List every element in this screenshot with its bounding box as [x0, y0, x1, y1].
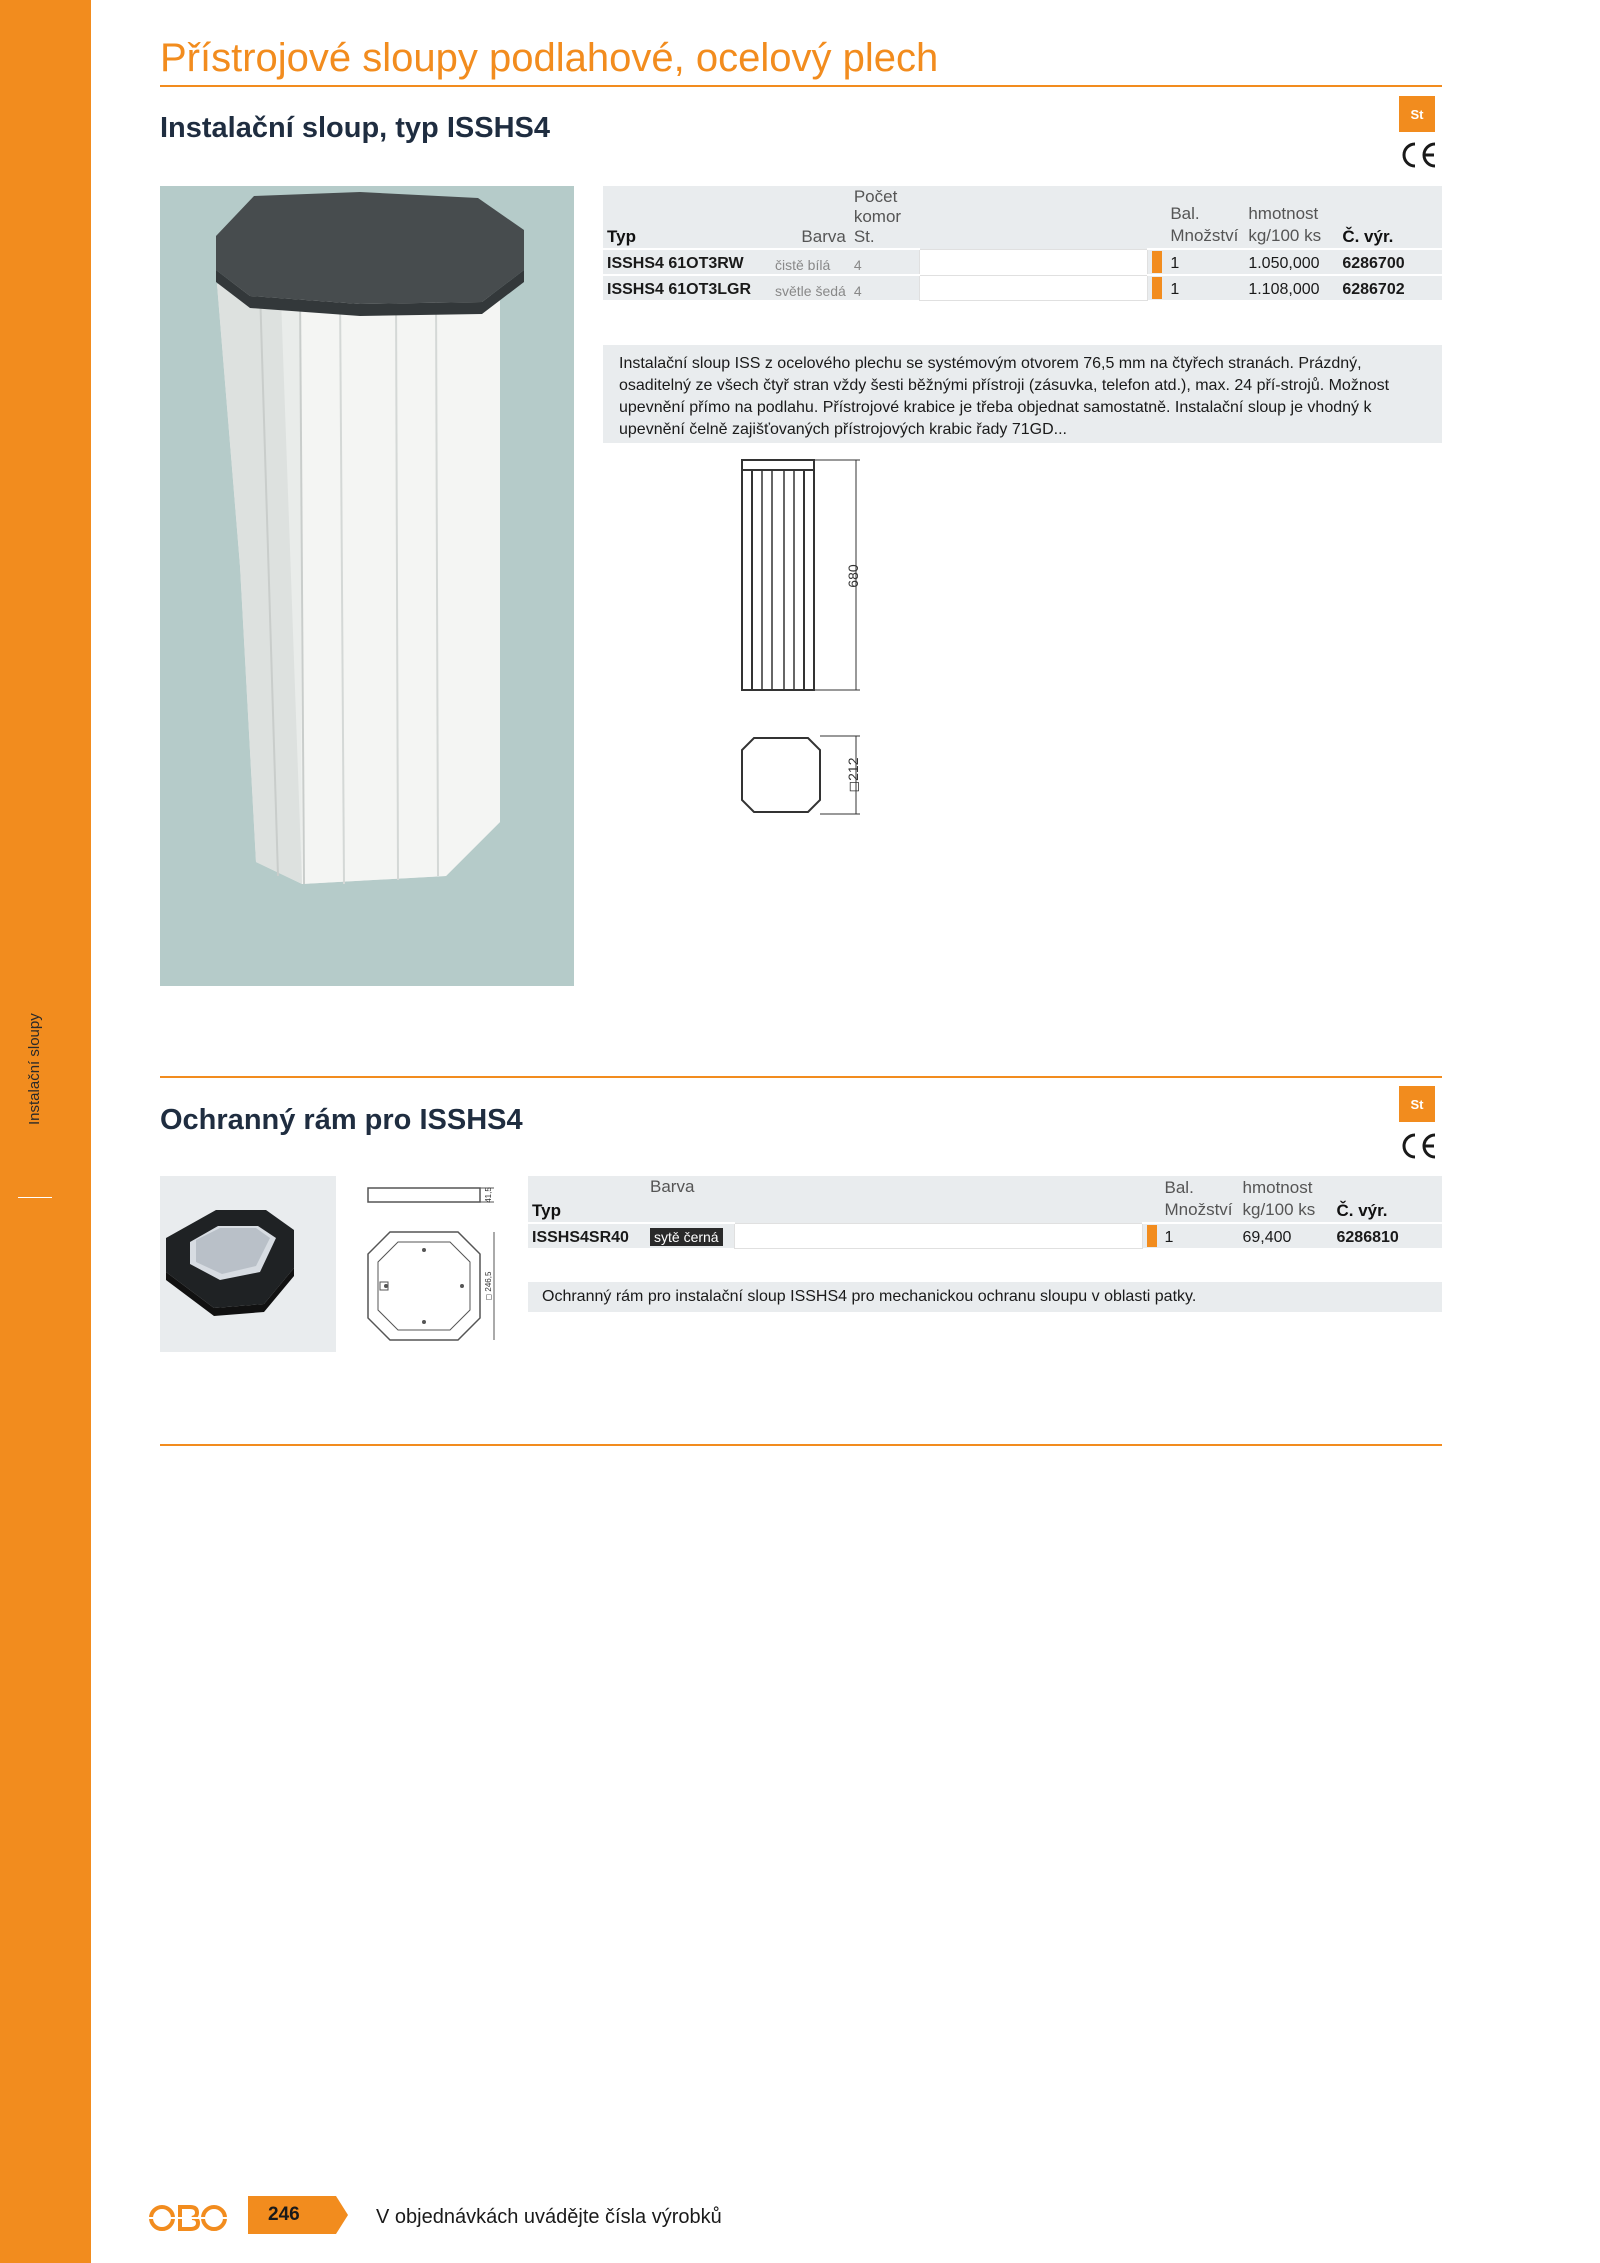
frame-height-label: 41,5 — [484, 1187, 493, 1203]
section2-bottom-rule — [160, 1444, 1442, 1446]
col-bal: Bal. Množství — [1166, 186, 1244, 249]
side-section-label: Instalační sloupy — [26, 1013, 43, 1125]
section2-heading: Ochranný rám pro ISSHS4 — [160, 1104, 523, 1136]
column-dimension-drawing — [720, 456, 880, 816]
title-rule — [160, 85, 1442, 87]
st-badge: St — [1399, 1086, 1435, 1122]
frame-product-photo — [160, 1176, 336, 1352]
section1-spec-table — [603, 186, 1442, 301]
orange-marker — [1152, 251, 1162, 273]
ce-mark-icon — [1399, 140, 1439, 170]
column-product-photo — [160, 186, 574, 986]
section2-spec-table — [528, 1176, 1442, 1249]
col-typ: Typ — [603, 186, 771, 249]
frame-width-label: ◻ 246,5 — [484, 1271, 493, 1301]
width-dimension-label: ◻212 — [845, 757, 861, 793]
col-barva: Barva — [646, 1176, 734, 1223]
table-row: ISSHS4SR40 sytě černá 1 69,400 6286810 — [528, 1223, 1442, 1248]
orange-marker — [1152, 277, 1162, 299]
col-pocet: Počet komor St. — [850, 186, 920, 249]
table-row: ISSHS4 61OT3RW čistě bílá 4 1 1.050,000 6286700 — [603, 249, 1442, 275]
st-badge: St — [1399, 96, 1435, 132]
col-typ: Typ — [528, 1176, 646, 1223]
section2-rule — [160, 1076, 1442, 1078]
col-cislo: Č. výr. — [1338, 186, 1442, 249]
col-cislo: Č. výr. — [1333, 1176, 1443, 1223]
table-header-row — [528, 1176, 1442, 1223]
height-dimension-label: 680 — [845, 564, 861, 588]
orange-sidebar — [0, 0, 91, 2263]
frame-dimension-drawing — [360, 1176, 500, 1352]
section1-description: Instalační sloup ISS z ocelového plechu se systémovým otvorem 76,5 mm na čtyřech stranách. Prázdný, osaditelný ze všech čtyř stran vždy šesti běžnými přístroji (zásuvka, telefon atd.), max. 24 pří-strojů. Možnost upevnění přímo na podlahu. Přístrojové krabice je třeba objednat samostatně. Instalační sloup je vhodný k upevnění čelně zajišťovaných přístrojových krabic řady 71GD... — [603, 345, 1442, 443]
side-tick-divider — [18, 1197, 52, 1198]
obo-logo — [148, 2203, 228, 2233]
section1-heading: Instalační sloup, typ ISSHS4 — [160, 112, 550, 144]
table-header-row — [603, 186, 1442, 249]
page-number: 246 — [268, 2204, 300, 2225]
col-hmotnost: hmotnost kg/100 ks — [1239, 1176, 1333, 1223]
ce-mark-icon — [1399, 1131, 1439, 1161]
color-swatch: sytě černá — [650, 1228, 723, 1246]
section2-description: Ochranný rám pro instalační sloup ISSHS4 pro mechanickou ochranu sloupu v oblasti patky. — [528, 1282, 1442, 1312]
col-barva: Barva — [771, 186, 850, 249]
orange-marker — [1147, 1225, 1157, 1247]
table-row: ISSHS4 61OT3LGR světle šedá 4 1 1.108,000 6286702 — [603, 275, 1442, 300]
footer-note: V objednávkách uvádějte čísla výrobků — [376, 2206, 722, 2228]
col-bal: Bal. Množství — [1161, 1176, 1239, 1223]
col-hmotnost: hmotnost kg/100 ks — [1244, 186, 1338, 249]
page-title: Přístrojové sloupy podlahové, ocelový plech — [160, 36, 939, 80]
